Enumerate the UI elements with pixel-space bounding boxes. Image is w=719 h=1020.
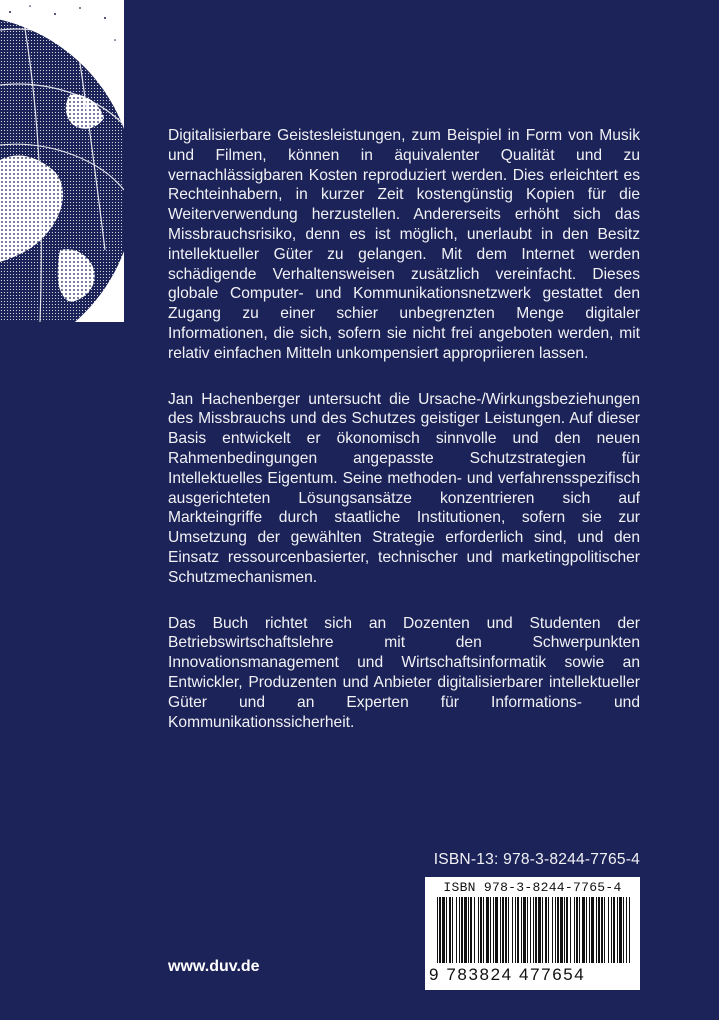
barcode-bar (579, 897, 580, 963)
barcode-bar (468, 897, 469, 963)
barcode-bar (548, 897, 549, 963)
barcode-bar (505, 897, 507, 963)
barcode-bar (470, 897, 472, 963)
paragraph-2: Jan Hachenberger untersucht die Ursache-/Wirkungsbeziehungen des Missbrauchs und des Schutzes geistiger Leistungen. Auf dieser Basis entwickelt er ökonomisch sinnvolle und den neuen Rahmenbedingungen angepasste Schutzstrategien für Intellektuelles Eigentum. Seine methoden- und verfahrensspezifisch ausgerichteten Lösungsansätze konzentrieren sich auf Markteingriffe durch staatliche Institutionen, sofern sie zur Umsetzung der gewählten Strategie erforderlich sind, und den Einsatz ressourcenbasierter, technischer und marketingpolitischer Schutzmechanismen. (168, 390, 640, 586)
barcode-bar (589, 897, 590, 963)
barcode-bar (437, 897, 438, 963)
barcode-bar (527, 897, 528, 963)
globe-image (0, 0, 124, 322)
barcode-bar (604, 897, 605, 963)
barcode-bar (452, 897, 453, 963)
barcode-bar (495, 897, 498, 963)
barcode-bar (586, 897, 587, 963)
barcode-bar (617, 897, 618, 963)
barcode-bar (483, 897, 484, 963)
barcode-bar (449, 897, 451, 963)
barcode-bar (538, 897, 541, 963)
barcode-bar (557, 897, 559, 963)
barcode-bar (480, 897, 482, 963)
paragraph-3: Das Buch richtet sich an Dozenten und Studenten der Betriebswirtschaftslehre mit den Schwerpunkten Innovationsmanagement und Wirtschaftsinformatik sowie an Entwickler, Produzenten und Anbieter digitalisierbarer intellektueller Güter und an Experten für Informations- und Kommunikationssicherheit. (168, 614, 640, 731)
barcode-isbn-text: ISBN 978-3-8244-7765-4 (443, 880, 622, 895)
barcode-bar (564, 897, 565, 963)
barcode-bar (601, 897, 603, 963)
barcode-bar (464, 897, 467, 963)
barcode-bar (582, 897, 585, 963)
barcode-bar (502, 897, 504, 963)
barcode-digits: 9 783824 477654 (429, 965, 586, 984)
barcode-bar (523, 897, 526, 963)
barcode-bar (439, 897, 441, 963)
barcode-bar (555, 897, 556, 963)
paragraph-1: Digitalisierbare Geistesleistungen, zum Beispiel in Form von Musik und Filmen, können in äquivalenter Qualität und zu vernachlässigbaren Kosten reproduziert werden. Dies erleichtert es Rechteinhabern, in kurzer Zeit kostengünstig Kopien für die Weiterverwendung herzustellen. Andererseits erhöht sich das Missbrauchsrisiko, denn es ist möglich, unerlaubt in den Besitz intellektueller Güter zu gelangen. Mit dem Internet werden schädigende Verhaltensweisen zusätzlich vereinfacht. Dieses globale Computer- und Kommunikationsnetzwerk gestattet den Zugang zu einer schier unbegrenzten Menge digitaler Informationen, die sich, sofern sie nicht frei angeboten werden, mit relativ einfachen Mitteln unkompensiert appropriieren lassen. (168, 127, 640, 362)
barcode-bar (574, 897, 575, 963)
barcode-bar (515, 897, 516, 963)
barcode-bar (596, 897, 597, 963)
barcode-bar (535, 897, 537, 963)
barcode-bar (500, 897, 501, 963)
barcode-bar (493, 897, 494, 963)
barcode-bar (598, 897, 600, 963)
barcode-bar (570, 897, 571, 963)
barcode-bar (517, 897, 519, 963)
barcode-bar (613, 897, 615, 963)
barcode-bar (552, 897, 553, 963)
barcode-bar (629, 897, 630, 963)
barcode-bar (608, 897, 609, 963)
barcode-bar (576, 897, 578, 963)
barcode-bar (490, 897, 491, 963)
barcode-bar (486, 897, 489, 963)
globe-illustration (0, 0, 124, 322)
barcode-bar (533, 897, 534, 963)
barcode-bar (619, 897, 622, 963)
barcode-bar (566, 897, 568, 963)
barcode-bar (611, 897, 612, 963)
website-url: www.duv.de (168, 958, 260, 975)
barcode-bar (530, 897, 531, 963)
barcode-bar (442, 897, 445, 963)
isbn-label: ISBN-13: 978-3-8244-7765-4 (433, 851, 640, 868)
barcode-bar (542, 897, 543, 963)
barcode-bar (461, 897, 463, 963)
barcode-bar (474, 897, 475, 963)
barcode-bar (478, 897, 479, 963)
barcode (425, 877, 640, 990)
barcode-bars (431, 897, 635, 975)
barcode-bar (560, 897, 563, 963)
barcode-bar (512, 897, 513, 963)
barcode-bar (623, 897, 624, 963)
barcode-bar (626, 897, 627, 963)
back-cover-text (168, 126, 640, 758)
barcode-bar (545, 897, 547, 963)
barcode-bar (591, 897, 594, 963)
barcode-bar (521, 897, 522, 963)
barcode-bar (508, 897, 509, 963)
barcode-bar (456, 897, 457, 963)
barcode-bar (459, 897, 460, 963)
barcode-bar (446, 897, 447, 963)
